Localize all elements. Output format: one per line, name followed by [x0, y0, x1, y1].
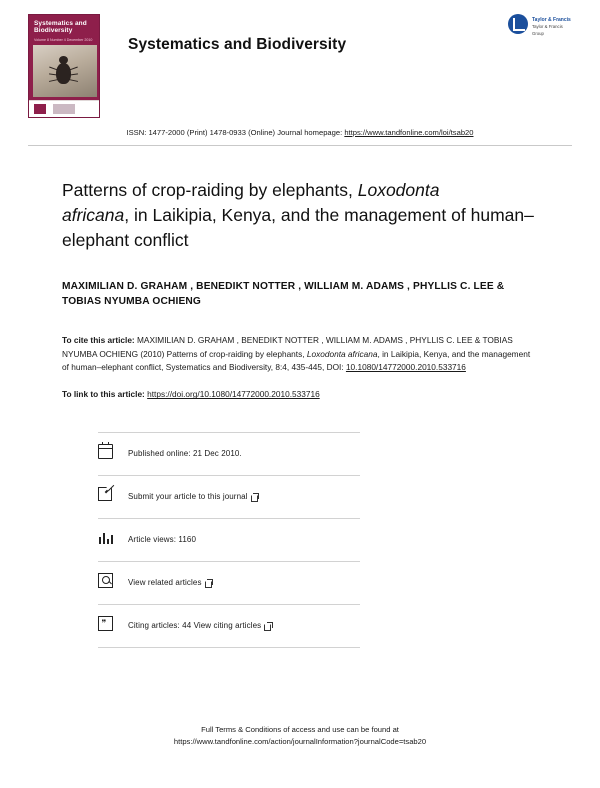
cover-subtitle: Volume 8 Number 4 December 2010	[34, 37, 93, 42]
external-link-icon	[205, 579, 212, 586]
society-mark-icon	[53, 104, 75, 114]
journal-title: Systematics and Biodiversity	[128, 36, 347, 53]
metrics-list	[98, 432, 360, 648]
author-list: MAXIMILIAN D. GRAHAM , BENEDIKT NOTTER , WILLIAM M. ADAMS , PHYLLIS C. LEE & TOBIAS NYUMBA OCHIENG	[62, 280, 505, 308]
bar-chart-icon	[98, 530, 128, 550]
external-link-icon	[264, 622, 271, 629]
citation-block	[62, 334, 538, 374]
title-part-2: , in Laikipia, Kenya, and the management of human–elephant conflict	[62, 204, 534, 250]
header-divider	[28, 145, 572, 146]
issn-text: ISSN: 1477-2000 (Print) 1478-0933 (Online) Journal homepage:	[126, 128, 345, 137]
list-item-related-articles[interactable]	[98, 562, 360, 605]
citation-italic: Loxodonta africana	[306, 348, 378, 359]
list-item-published-online	[98, 432, 360, 476]
footer-journal-url[interactable]: https://www.tandfonline.com/action/journalInformation?journalCode=tsab20	[173, 736, 427, 746]
citation-text-2: , in Laikipia, Kenya, and the management of human–elephant conflict, Systematics and Biodiversity, 8:4, 435-445, DOI:	[62, 348, 531, 373]
external-link-icon	[251, 493, 258, 500]
related-articles-label: View related articles	[128, 578, 202, 588]
list-item-citing-articles[interactable]	[98, 605, 360, 648]
doi-label: To link to this article:	[62, 389, 145, 400]
list-item-submit-article[interactable]	[98, 476, 360, 519]
list-item-article-views	[98, 519, 360, 562]
taylor-francis-wordmark	[532, 17, 572, 37]
published-online-text: Published online: 21 Dec 2010.	[128, 449, 242, 459]
calendar-icon	[98, 444, 128, 464]
beetle-illustration	[49, 55, 79, 87]
citation-label: To cite this article:	[62, 335, 135, 346]
related-articles-link[interactable]	[128, 578, 212, 587]
submit-article-link[interactable]	[128, 492, 258, 501]
title-italic-1: Loxodonta	[357, 180, 440, 200]
beetle-icon	[33, 45, 97, 97]
article-content	[0, 178, 600, 648]
issn-line	[0, 122, 600, 137]
page-footer	[0, 724, 600, 748]
publisher-name: Taylor & Francis	[532, 17, 571, 23]
title-part-1: Patterns of crop-raiding by elephants,	[62, 180, 358, 200]
doi-link-block	[62, 388, 538, 401]
taylor-francis-mark-icon	[508, 14, 528, 34]
title-italic-2: africana	[62, 204, 125, 225]
doi-link[interactable]: 10.1080/14772000.2010.533716	[345, 362, 466, 373]
taylor-francis-logo	[492, 14, 572, 44]
search-icon	[98, 573, 128, 593]
publisher-group: Taylor & Francis Group	[532, 23, 563, 36]
submit-article-label: Submit your article to this journal	[128, 492, 248, 502]
citation-icon: ❞	[98, 616, 128, 636]
citation-text-1: MAXIMILIAN D. GRAHAM , BENEDIKT NOTTER , WILLIAM M. ADAMS , PHYLLIS C. LEE & TOBIAS NYUMBA OCHIENG (2010) Patterns of crop-raiding by elephants,	[62, 335, 513, 359]
page-title	[62, 178, 538, 253]
article-doi-url[interactable]: https://doi.org/10.1080/14772000.2010.533716	[147, 389, 320, 400]
citing-articles-label: Citing articles: 44 View citing articles	[128, 621, 262, 631]
masthead	[0, 0, 600, 122]
citing-articles-link[interactable]	[128, 621, 271, 630]
pencil-icon	[98, 487, 128, 507]
publisher-mark-icon	[34, 104, 46, 114]
cover-footer-logos	[29, 100, 99, 117]
article-views-text: Article views: 1160	[128, 535, 197, 545]
cover-title: Systematics and Biodiversity	[34, 20, 87, 35]
footer-terms-line: Full Terms & Conditions of access and use can be found at	[201, 724, 399, 734]
journal-homepage-link[interactable]: https://www.tandfonline.com/loi/tsab20	[344, 128, 474, 137]
journal-cover-thumbnail	[28, 14, 100, 118]
